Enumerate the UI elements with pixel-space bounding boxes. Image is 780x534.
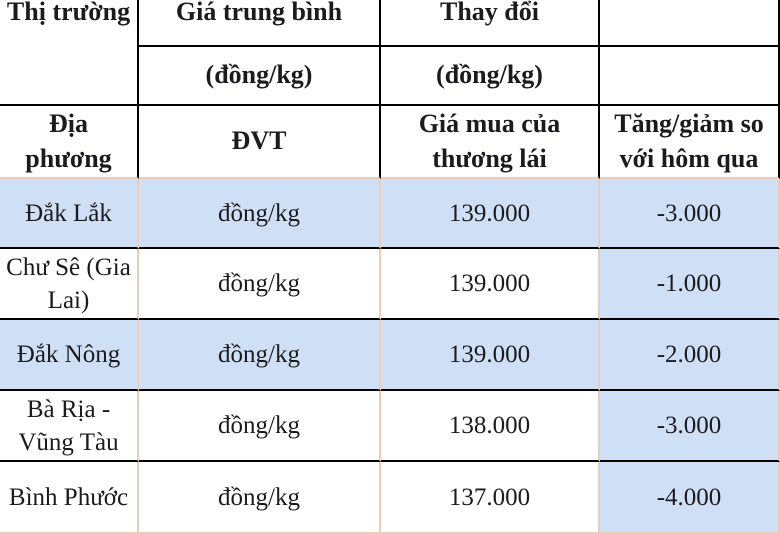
table-row-2-change [600, 249, 780, 320]
table-row-3-price [381, 320, 600, 391]
table-row-3-unit [139, 320, 381, 391]
row-3-unit-text: đồng/kg [218, 341, 300, 368]
table-row-1-price [381, 179, 600, 249]
subheader-unit [139, 106, 381, 179]
table-row-4-market [0, 391, 139, 462]
row-5-change-text: -4.000 [656, 483, 722, 511]
header-market-title [0, 0, 139, 106]
header-change-title [381, 0, 600, 47]
row-1-unit-text: đồng/kg [218, 199, 300, 227]
table-row-3-market [0, 320, 139, 391]
row-1-change-text: -3.000 [656, 199, 722, 227]
table-row-2-price [381, 249, 600, 320]
table-row-4-change [600, 391, 780, 462]
table-row-1-change [600, 179, 780, 249]
header-avg-price-title [139, 0, 381, 47]
table-row-3-change [600, 320, 780, 391]
header-change-unit [381, 47, 600, 106]
row-4-unit-text: đồng/kg [218, 412, 300, 439]
row-4-price-text: 138.000 [448, 412, 531, 439]
row-1-price-text: 139.000 [448, 199, 531, 227]
table-row-5-price [381, 462, 600, 534]
header-change-unit-text: (đồng/kg) [436, 60, 543, 90]
row-2-unit-text: đồng/kg [218, 270, 300, 297]
table-row-4-unit [139, 391, 381, 462]
header-corner-empty-2 [600, 47, 780, 106]
table-row-2-market [0, 249, 139, 320]
table-row-2-unit [139, 249, 381, 320]
row-5-price-text: 137.000 [448, 483, 531, 511]
subheader-change [600, 106, 780, 179]
row-2-change-text: -1.000 [656, 270, 722, 297]
table-row-5-unit [139, 462, 381, 534]
subheader-change-text: Tăng/giảm so với hôm qua [614, 109, 764, 173]
row-4-market-text: Bà Rịa - Vũng Tàu [18, 395, 119, 456]
subheader-unit-text: ĐVT [231, 126, 287, 156]
row-3-price-text: 139.000 [448, 341, 531, 368]
table-row-5-change [600, 462, 780, 534]
row-2-price-text: 139.000 [448, 270, 531, 297]
table-row-1-unit [139, 179, 381, 249]
row-2-market-text: Chư Sê (Gia Lai) [6, 253, 131, 314]
table-row-4-price [381, 391, 600, 462]
table-row-5-market [0, 462, 139, 534]
row-4-change-text: -3.000 [656, 412, 722, 439]
table-row-1-market [0, 179, 139, 249]
subheader-price [381, 106, 600, 179]
header-avg-price-unit [139, 47, 381, 106]
subheader-market [0, 106, 139, 179]
header-avg-price-title-text: Giá trung bình [175, 0, 343, 26]
subheader-market-text: Địa phương [25, 109, 112, 173]
row-3-change-text: -2.000 [656, 341, 722, 368]
header-avg-price-unit-text: (đồng/kg) [205, 60, 313, 90]
row-1-market-text: Đắk Lắk [25, 199, 112, 227]
row-5-market-text: Bình Phước [8, 483, 129, 511]
header-corner-empty-1 [600, 0, 780, 47]
header-market-title-text: Thị trường [6, 0, 131, 26]
row-5-unit-text: đồng/kg [218, 483, 300, 511]
row-3-market-text: Đắk Nông [16, 341, 121, 368]
header-change-title-text: Thay đổi [440, 0, 539, 26]
subheader-price-text: Giá mua của thương lái [418, 109, 561, 173]
